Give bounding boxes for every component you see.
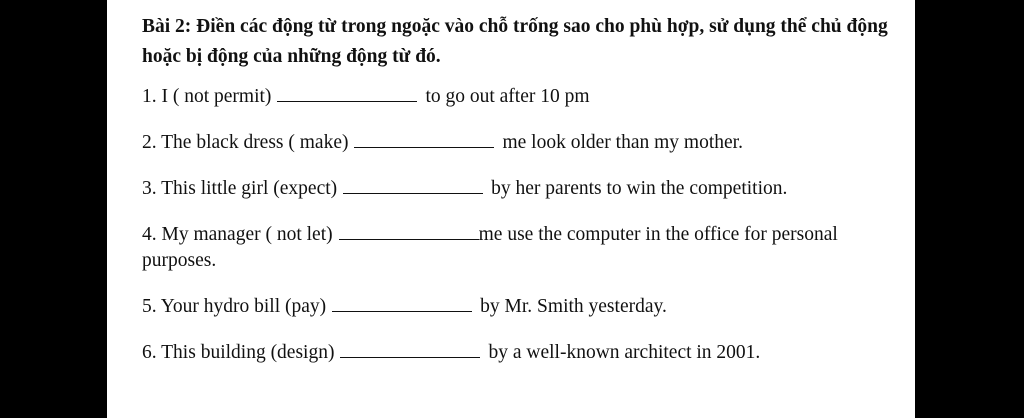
item-5-blank bbox=[332, 296, 472, 312]
item-1-prompt: 1. I ( not permit) bbox=[142, 86, 272, 107]
exercise-title: Bài 2: Điền các động từ trong ngoặc vào chỗ trống sao cho phù hợp, sử dụng thể chủ động hoặc bị động của những động từ đó. bbox=[142, 16, 888, 67]
item-4-blank bbox=[339, 224, 479, 240]
item-6-blank bbox=[340, 342, 480, 358]
item-6-rest: by a well-known architect in 2001. bbox=[488, 342, 761, 363]
item-6-prompt: 6. This building (design) bbox=[142, 342, 335, 363]
worksheet-content bbox=[142, 12, 912, 386]
item-3-blank bbox=[343, 178, 483, 194]
item-2-prompt: 2. The black dress ( make) bbox=[142, 132, 349, 153]
exercise-item-6 bbox=[142, 340, 912, 366]
exercise-items bbox=[142, 84, 912, 366]
item-5-prompt: 5. Your hydro bill (pay) bbox=[142, 296, 327, 317]
exercise-item-1 bbox=[142, 84, 912, 110]
item-4-rest: me use the computer in the office for personal purposes. bbox=[142, 224, 838, 271]
item-2-rest: me look older than my mother. bbox=[502, 132, 743, 153]
item-3-prompt: 3. This little girl (expect) bbox=[142, 178, 338, 199]
item-2-blank bbox=[354, 132, 494, 148]
exercise-item-3 bbox=[142, 176, 912, 202]
item-1-rest: to go out after 10 pm bbox=[425, 86, 590, 107]
item-3-rest: by her parents to win the competition. bbox=[491, 178, 788, 199]
exercise-item-5 bbox=[142, 294, 912, 320]
item-5-rest: by Mr. Smith yesterday. bbox=[480, 296, 667, 317]
item-1-blank bbox=[277, 86, 417, 102]
exercise-item-4 bbox=[142, 222, 912, 274]
item-4-prompt: 4. My manager ( not let) bbox=[142, 224, 333, 245]
exercise-item-2 bbox=[142, 130, 912, 156]
worksheet-page bbox=[107, 0, 915, 418]
